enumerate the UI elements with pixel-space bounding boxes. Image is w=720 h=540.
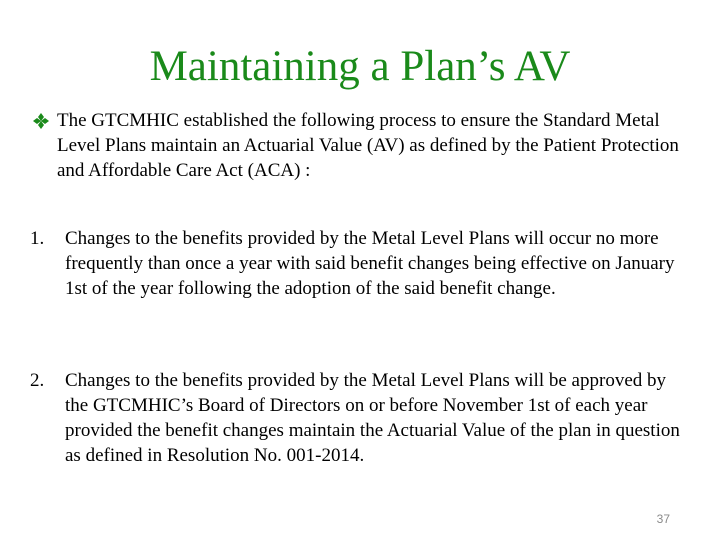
item-text: Changes to the benefits provided by the Metal Level Plans will be approved by the GTCMHIC’s Board of Directors on or before November 1st of each year provided the benefit changes maintain the Actuarial Value of the plan in question as defined in Resolution No. 001-2014. xyxy=(65,370,680,466)
numbered-item-2 xyxy=(30,368,690,468)
page-number: 37 xyxy=(656,512,670,526)
diamond-bullet-icon xyxy=(32,112,50,130)
item-number: 2. xyxy=(30,370,45,391)
intro-bullet xyxy=(32,108,692,183)
intro-bullet-text: The GTCMHIC established the following process to ensure the Standard Metal Level Plans maintain an Actuarial Value (AV) as defined by the Patient Protection and Affordable Care Act (ACA) : xyxy=(57,110,679,181)
item-number: 1. xyxy=(30,228,45,249)
item-text: Changes to the benefits provided by the Metal Level Plans will occur no more frequently than once a year with said benefit changes being effective on January 1st of the year following the adoption of the said benefit change. xyxy=(65,228,675,299)
slide-title: Maintaining a Plan’s AV xyxy=(149,43,571,90)
numbered-item-1 xyxy=(30,226,690,301)
